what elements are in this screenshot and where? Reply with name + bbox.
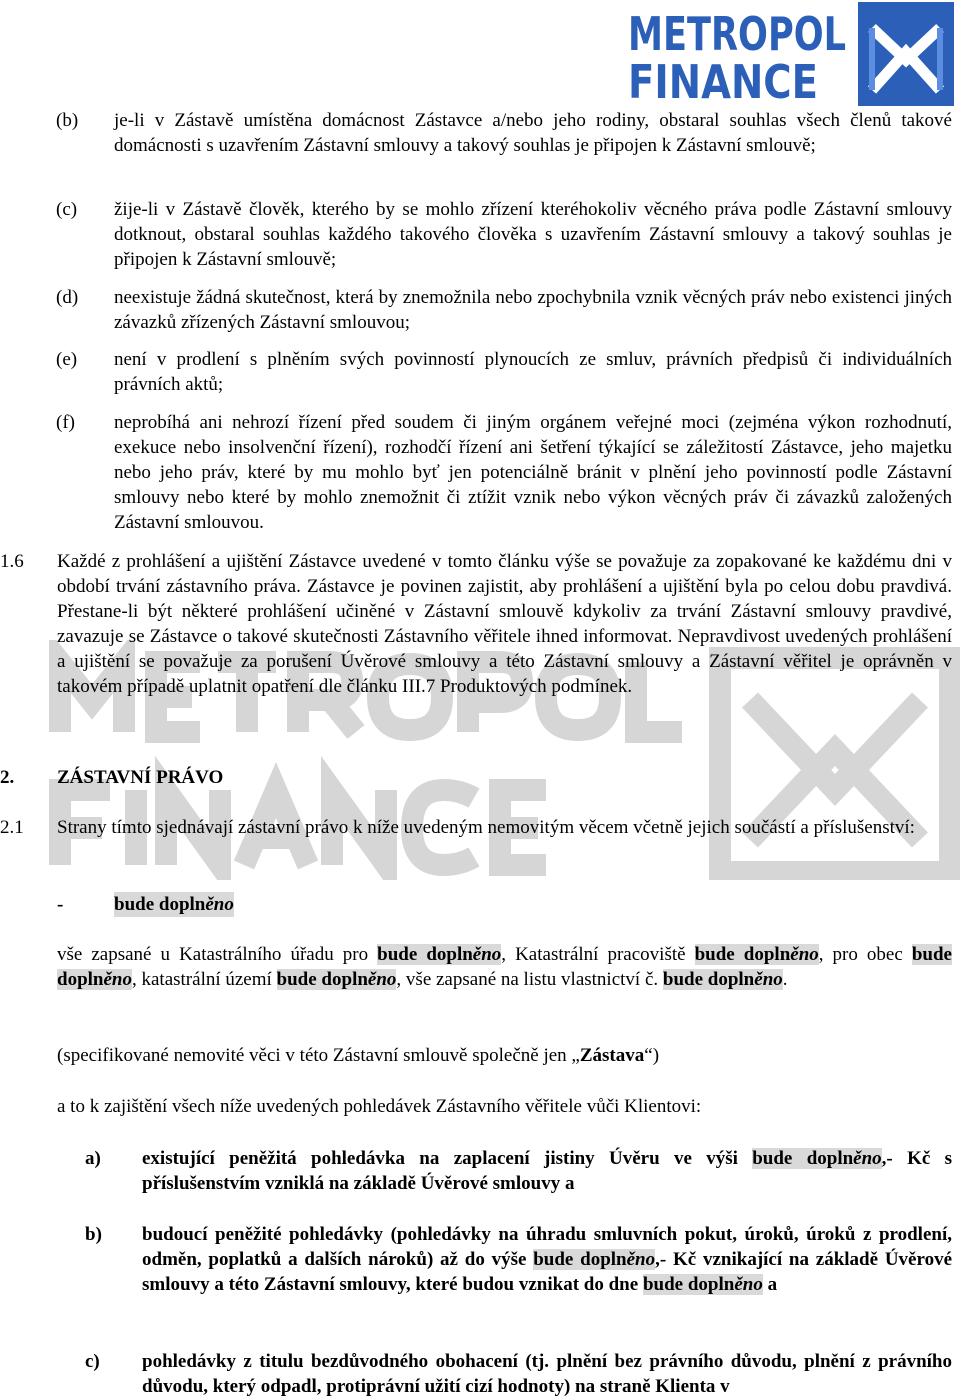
- item-text: žije-li v Zástavě člověk, kterého by se mohlo zřízení kteréhokoliv věcného práva podle Zástavní smlouvy dotknout, obstaral souhlas každého takového člověka s uzavřením Zástavní smlouvy a takový souhlas je připojen k Zástavní smlouvě;: [114, 199, 952, 270]
- svg-text:FINANCE: FINANCE: [628, 55, 818, 106]
- claim-text: pohledávky z titulu bezdůvodného obohacení (tj. plnění bez právního důvodu, plnění z právního důvodu, který odpadl, protiprávní užití cizí hodnoty) na straně Klienta v: [142, 1351, 952, 1397]
- item-label: (d): [56, 287, 79, 308]
- metropol-finance-logo: [626, 2, 954, 106]
- claim-label: b): [85, 1224, 102, 1245]
- item-text: není v prodlení s plněním svých povinností plynoucích ze smluv, právních předpisů či individuálních právních aktů;: [114, 349, 952, 395]
- svg-text:METROPOL: METROPOL: [628, 7, 846, 61]
- secured-claims-intro: a to k zajištění všech níže uvedených pohledávek Zástavního věřitele vůči Klientovi:: [57, 1096, 702, 1117]
- clause-text: Strany tímto sjednávají zástavní právo k níže uvedeným nemovitým věcem včetně jejich součástí a příslušenství:: [57, 817, 915, 838]
- item-text: neexistuje žádná skutečnost, která by znemožnila nebo zpochybnila vznik věcných práv nebo existenci jiných závazků zřízených Zástavní smlouvou;: [114, 287, 952, 333]
- item-text: je-li v Zástavě umístěna domácnost Zástavce a/nebo jeho rodiny, obstaral souhlas všech členů takové domácnosti s uzavřením Zástavní smlouvy a takový souhlas je připojen k Zástavní smlouvě;: [114, 110, 952, 156]
- section-title: ZÁSTAVNÍ PRÁVO: [57, 767, 224, 788]
- placeholder-field: bude doplněno: [533, 1249, 656, 1270]
- clause-number: 2.1: [0, 817, 24, 838]
- placeholder-field: bude doplněno: [662, 969, 783, 990]
- item-label: (f): [56, 412, 75, 433]
- placeholder-field: bude doplněno: [114, 894, 234, 915]
- placeholder-field: bude doplněno: [276, 969, 397, 990]
- placeholder-field: bude doplněno: [57, 944, 952, 990]
- placeholder-field: bude doplněno: [642, 1274, 763, 1295]
- item-label: (c): [56, 199, 78, 220]
- placeholder-field: bude doplněno: [752, 1148, 882, 1169]
- clause-number: 1.6: [0, 551, 24, 572]
- claim-text: budoucí peněžité pohledávky (pohledávky na úhradu smluvních pokut, úroků, úroků z prodlení, odměn, poplatků a dalších nároků) až do výše bude doplněno,- Kč vznikající na základě Úvěrové smlouvy a této Zástavní smlouvy, které budou vznikat do dne bude doplněno a: [142, 1224, 952, 1295]
- item-label: (e): [56, 349, 78, 370]
- placeholder-field: bude doplněno: [377, 944, 502, 965]
- defined-term: Zástava: [579, 1045, 645, 1066]
- placeholder-field: bude doplněno: [694, 944, 819, 965]
- specification-note: (specifikované nemovité věci v této Zástavní smlouvě společně jen „Zástava“): [57, 1045, 660, 1066]
- item-text: neprobíhá ani nehrozí řízení před soudem či jiným orgánem veřejné moci (zejména výkon rozhodnutí, exekuce nebo insolvenční řízení), rozhodčí řízení ani šetření týkající se záležitostí Zástavce, jeho majetku nebo jeho práv, které by mu mohlo byť jen potenciálně bránit v plnění jeho povinností podle Zástavní smlouvy nebo které by mohlo znemožnit či ztížit vznik nebo výkon věcných práv či závazků založených Zástavní smlouvou.: [114, 412, 952, 533]
- item-label: (b): [56, 110, 79, 131]
- claim-label: c): [85, 1351, 100, 1372]
- cadastre-text: vše zapsané u Katastrálního úřadu pro bude doplněno, Katastrální pracoviště bude doplněno, pro obec bude doplněno, katastrální území bude doplněno, vše zapsané na listu vlastnictví č. bude doplněno.: [57, 944, 952, 990]
- bullet-marker: -: [57, 894, 64, 915]
- clause-text: Každé z prohlášení a ujištění Zástavce uvedené v tomto článku výše se považuje za zopakované ke každému dni v období trvání zástavního práva. Zástavce je povinen zajistit, aby prohlášení a ujištění byla po celou dobu pravdivá. Přestane-li být některé prohlášení učiněné v Zástavní smlouvě kdykoliv za trvání Zástavní smlouvy pravdivé, zavazuje se Zástavce o takové skutečnosti Zástavního věřitele ihned informovat. Nepravdivost uvedených prohlášení a ujištění se považuje za porušení Úvěrové smlouvy a této Zástavní smlouvy a Zástavní věřitel je oprávněn v takovém případě uplatnit opatření dle článku III.7 Produktových podmínek.: [57, 551, 952, 697]
- claim-text: existující peněžitá pohledávka na zaplacení jistiny Úvěru ve výši bude doplněno,- Kč s příslušenstvím vzniklá na základě Úvěrové smlouvy a: [142, 1148, 952, 1194]
- claim-label: a): [85, 1148, 101, 1169]
- section-number: 2.: [0, 767, 15, 788]
